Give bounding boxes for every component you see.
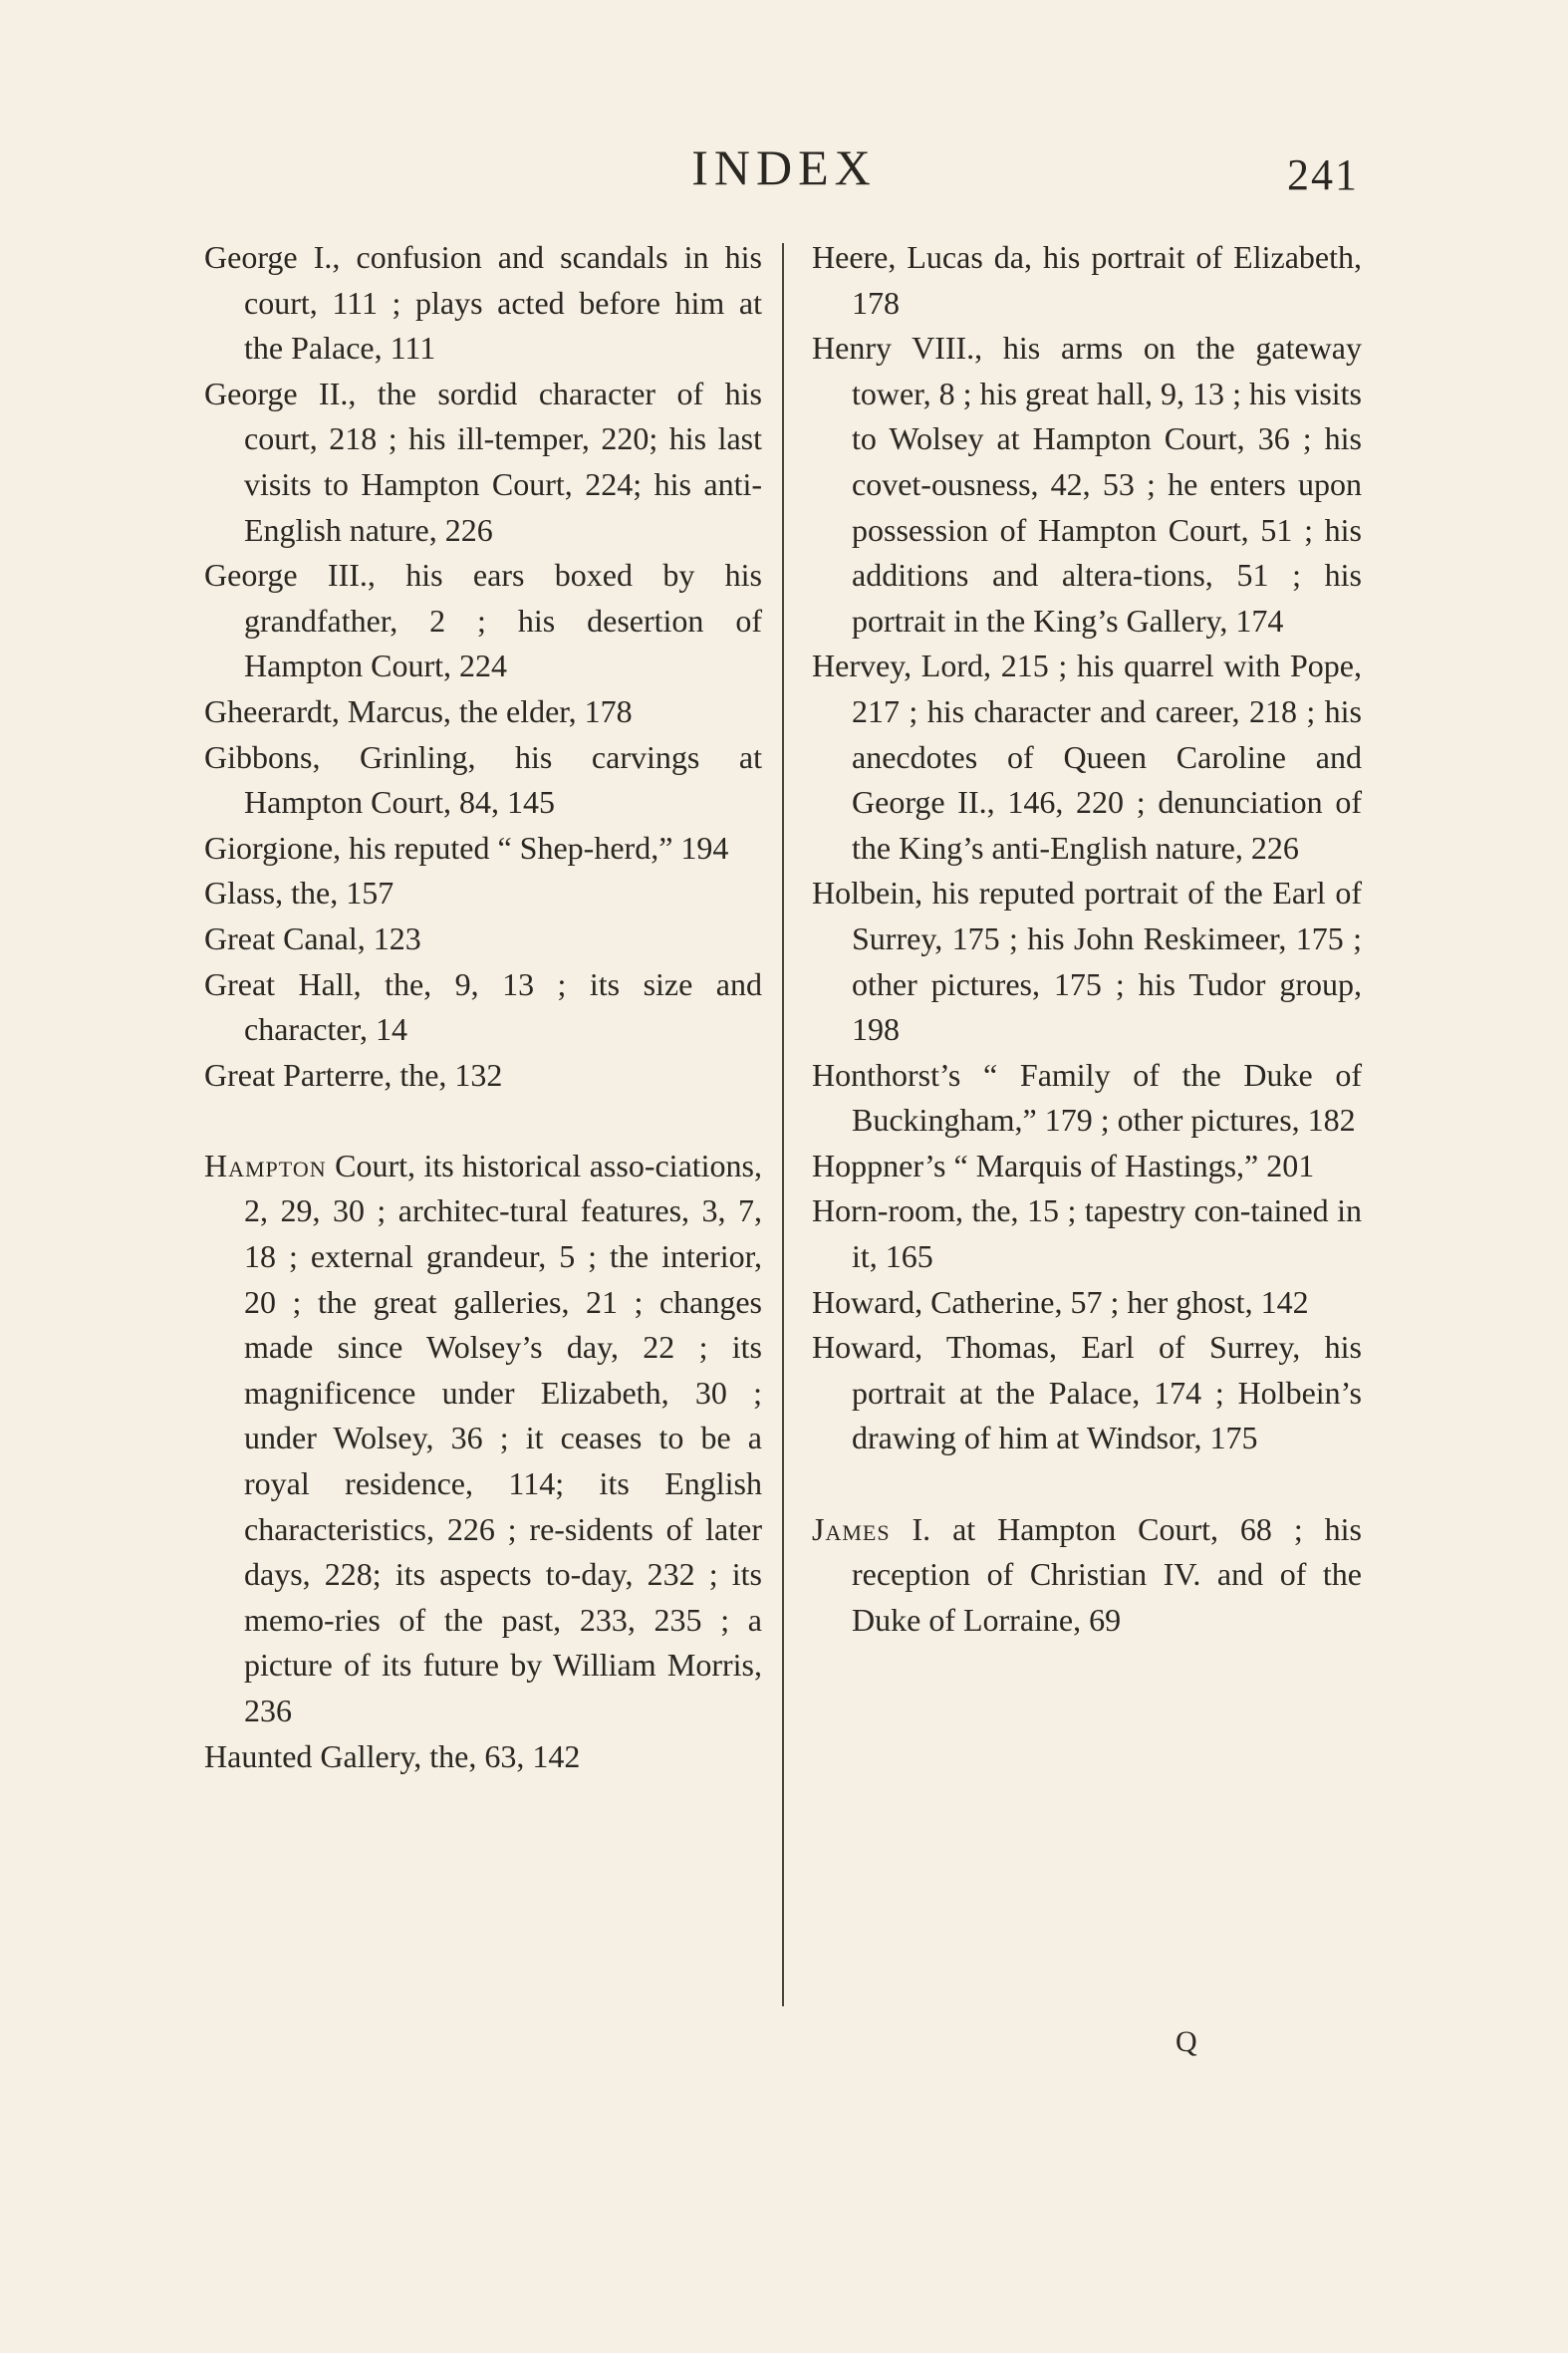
- index-entry: Howard, Thomas, Earl of Surrey, his portrait at the Palace, 174 ; Holbein’s drawing of him at Windsor, 175: [812, 1329, 1362, 1456]
- index-entry: Howard, Catherine, 57 ; her ghost, 142: [812, 1283, 1309, 1320]
- section-gap: [812, 1461, 1362, 1507]
- index-entry: Glass, the, 157: [204, 875, 394, 912]
- index-entry: Henry VIII., his arms on the gateway tower, 8 ; his great hall, 9, 13 ; his visits to Wolsey at Hampton Court, 36 ; his covet-ousness, 42, 53 ; he enters upon possession of Hampton Court, 51 ; his additions and altera-tions, 51 ; his portrait in the King’s Gallery, 174: [812, 330, 1362, 639]
- index-entry: Honthorst’s “ Family of the Duke of Buckingham,” 179 ; other pictures, 182: [812, 1056, 1362, 1139]
- index-entry: Great Hall, the, 9, 13 ; its size and character, 14: [204, 965, 762, 1048]
- index-entry: Heere, Lucas da, his portrait of Elizabeth, 178: [812, 239, 1362, 321]
- index-entry: Hervey, Lord, 215 ; his quarrel with Pope, 217 ; his character and career, 218 ; his anecdotes of Queen Caroline and George II., 146, 220 ; denunciation of the King’s anti-English nature, 226: [812, 648, 1362, 866]
- index-entry: Great Parterre, the, 132: [204, 1056, 503, 1093]
- index-entry: George III., his ears boxed by his grandfather, 2 ; his desertion of Hampton Court, 224: [204, 557, 762, 684]
- entry-lead-small-caps: James: [812, 1510, 891, 1547]
- index-entry: Great Canal, 123: [204, 919, 421, 956]
- page-number: 241: [1287, 150, 1359, 199]
- index-entry: Gibbons, Grinling, his carvings at Hampton Court, 84, 145: [204, 738, 762, 821]
- entry-text: Court, its historical asso-ciations, 2, 29, 30 ; architec-tural features, 3, 7, 18 ; external grandeur, 5 ; the interior, 20 ; the great galleries, 21 ; changes made since Wolsey’s day, 22 ; its magnificence under Elizabeth, 30 ; under Wolsey, 36 ; it ceases to be a royal residence, 114; its English characteristics, 226 ; re-sidents of later days, 228; its aspects to-day, 232 ; its memo-ries of the past, 233, 235 ; a picture of its future by William Morris, 236: [244, 1147, 762, 1728]
- index-entry: George II., the sordid character of his court, 218 ; his ill-temper, 220; his last visits to Hampton Court, 224; his anti-English nature, 226: [204, 375, 762, 548]
- index-entry: [812, 1507, 1362, 1644]
- index-entry: George I., confusion and scandals in his court, 111 ; plays acted before him at the Palace, 111: [204, 239, 762, 367]
- index-entry: Horn-room, the, 15 ; tapestry con-tained in it, 165: [812, 1192, 1362, 1275]
- index-entry: Haunted Gallery, the, 63, 142: [204, 1737, 581, 1774]
- right-column: [812, 235, 1362, 1643]
- index-entry: [204, 1144, 762, 1734]
- signature-mark: Q: [1176, 2025, 1197, 2058]
- page-title: INDEX: [691, 139, 877, 195]
- index-entry: Holbein, his reputed portrait of the Earl of Surrey, 175 ; his John Reskimeer, 175 ; other pictures, 175 ; his Tudor group, 198: [812, 875, 1362, 1048]
- section-gap: [204, 1098, 762, 1144]
- column-divider: [782, 243, 784, 2006]
- index-entry: Hoppner’s “ Marquis of Hastings,” 201: [812, 1147, 1315, 1183]
- index-entry: Giorgione, his reputed “ Shep-herd,” 194: [204, 829, 729, 866]
- index-entry: Gheerardt, Marcus, the elder, 178: [204, 692, 633, 729]
- entry-text: I. at Hampton Court, 68 ; his reception of Christian IV. and of the Duke of Lorraine, 69: [852, 1510, 1362, 1638]
- left-column: [204, 235, 762, 1779]
- entry-lead-small-caps: Hampton: [204, 1147, 327, 1183]
- page-header: [0, 137, 1568, 197]
